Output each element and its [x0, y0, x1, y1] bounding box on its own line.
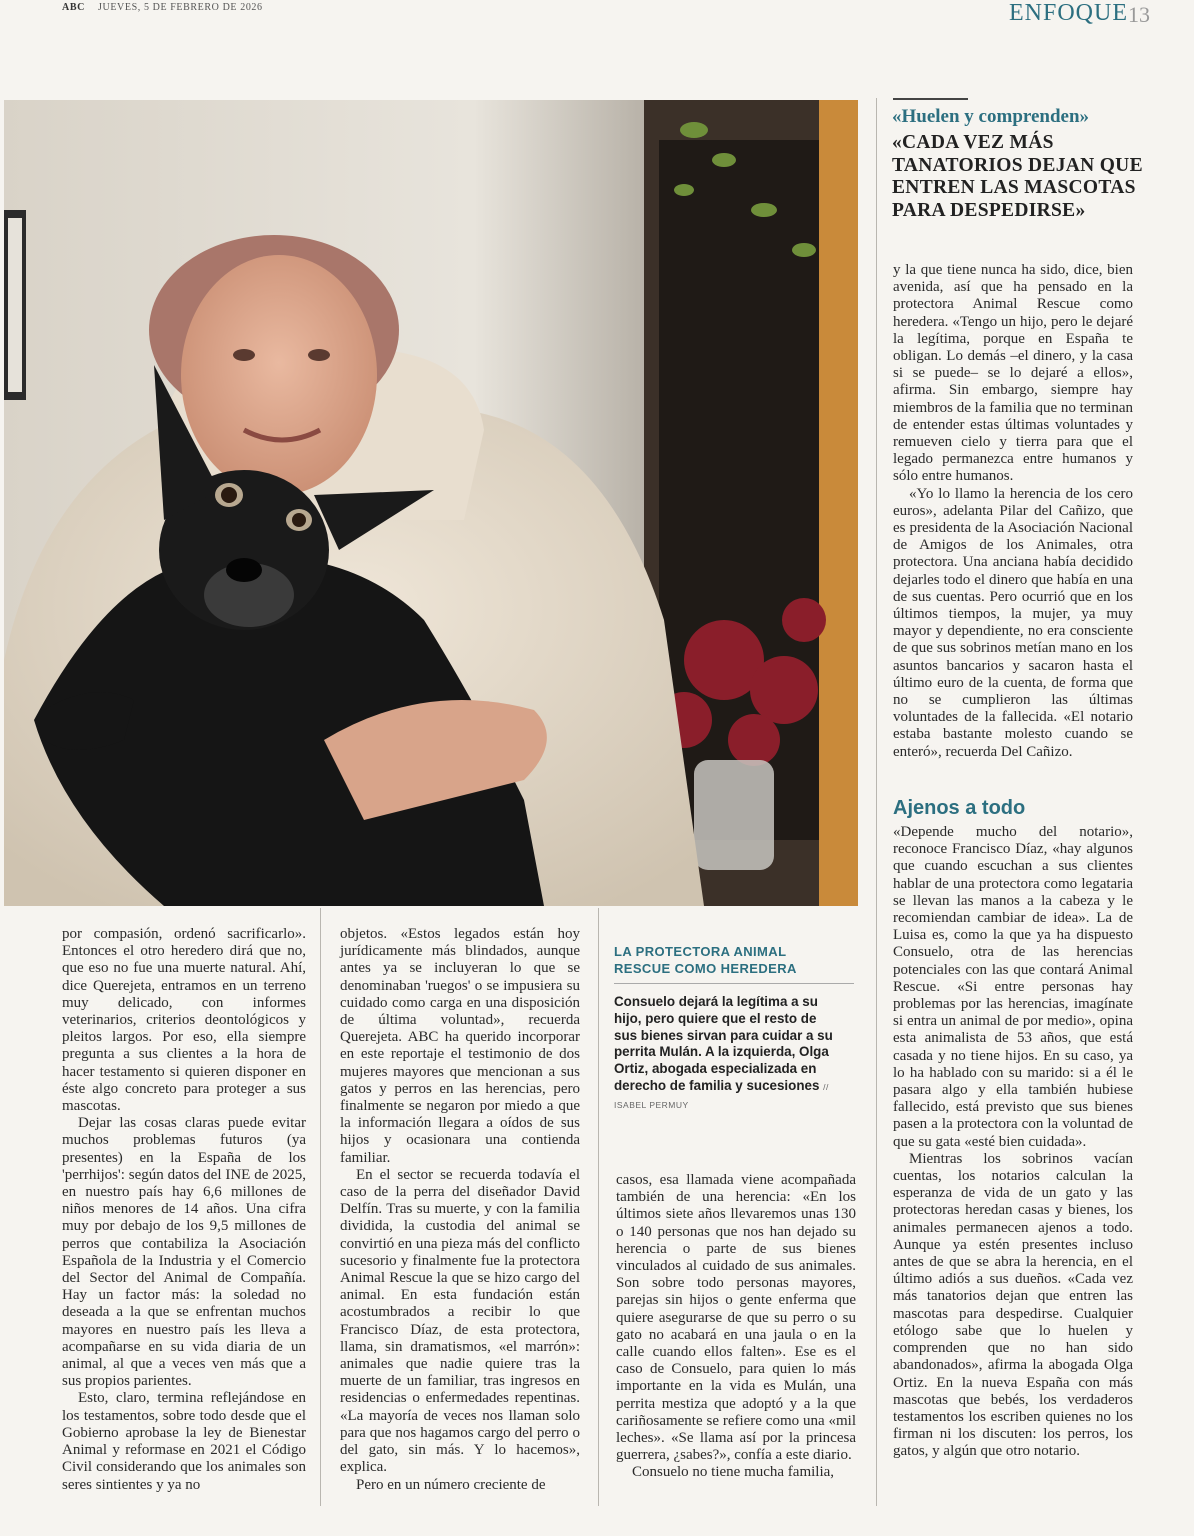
- caption-title: LA PROTECTORA ANIMAL RESCUE COMO HEREDERA: [614, 944, 797, 976]
- pull-quote-kicker: «Huelen y comprenden»: [892, 106, 1090, 127]
- section-subhead: Ajenos a todo: [893, 797, 1026, 819]
- paragraph: Esto, claro, termina reflejándose en los testamentos, sobre todo desde que el Gobierno aprobase la ley de Bienestar Animal y reformase en 2021 el Código Civil considerando que los animales son seres sintientes y ya no: [62, 1390, 306, 1493]
- section-title: ENFOQUE: [1009, 0, 1128, 26]
- caption-rule: [614, 983, 854, 984]
- paragraph: casos, esa llamada viene acompañada también de una herencia: «En los últimos siete años llevaremos unas 130 o 140 personas que nos han dejado su herencia o parte de sus bienes vinculados al cuidado de sus animales. Son sobre todo personas mayores, parejas sin hijos o gente enferma que quiere asegurarse de que su perro o su gato no acabará en una jaula o en la calle cuando ellos falten». Ese es el caso de Consuelo, para quien lo más importante en la vida es Mulán, una perrita mestiza que adoptó y a la que cariñosamente se refiere como una «mil leches». «Se llama así por la princesa guerrera, ¿sabes?», confía a este diario.: [616, 1172, 856, 1464]
- pull-quote: «CADA VEZ MÁS TANATORIOS DEJAN QUE ENTREN LAS MASCOTAS PARA DESPEDIRSE»: [892, 132, 1143, 221]
- paragraph: En el sector se recuerda todavía el caso de la perra del diseñador David Delfín. Tras su muerte, y con la familia dividida, la custodia del animal se convirtió en una pieza más del conflicto sucesorio y finalmente fue la protectora Animal Rescue la que se hizo cargo del animal. En esta fundación están acostumbrados a recibir lo que Francisco Díaz, de esta protectora, llama, sin dramatismos, «el marrón»: animales que nadie quiere tras la muerte de un familiar, tras ingresos en residencias o enfermedades repentinas. «La mayoría de veces nos llaman solo para que nos hagamos cargo del perro o del gato, sin más. Y lo hacemos», explica.: [340, 1166, 580, 1476]
- column-divider: [320, 908, 321, 1506]
- paragraph: Dejar las cosas claras puede evitar muchos problemas futuros (ya presentes) en la España de los 'perrhijos': según datos del INE de 2025, en nuestro país hay 6,6 millones de niños menores de 14 años. Una cifra muy por debajo de los 9,5 millones de perros que contabiliza la Asociación Española de la Industria y el Comercio del Sector del Animal de Compañía. Hay un factor más: la soledad no deseada a la que se enfrentan muchos mayores en nuestro país les lleva a acompañarse en su vida diaria de un animal, al que a veces ven más que a sus propios parientes.: [62, 1115, 306, 1390]
- paragraph: y la que tiene nunca ha sido, dice, bien avenida, así que ha pensado en la protectora Animal Rescue como heredera. «Tengo un hijo, pero le dejaré la legítima, porque en España te obligan. Lo demás –el dinero, y la casa si se puede– se lo dejaré a ellos», afirma. Sin embargo, siempre hay miembros de la familia que no terminan de entender estas últimas voluntades y remueven cielo y tierra para que el legado permanezca entre humanos y sólo entre humanos.: [893, 262, 1133, 485]
- paragraph: objetos. «Estos legados están hoy jurídicamente más blindados, aunque antes ya se incluyeran lo que se denominaban 'ruegos' o se impusiera su cuidado como carga en una disposición de última voluntad», recuerda Querejeta. ABC ha querido incorporar en este reportaje el testimonio de dos mujeres mayores que mencionan a sus gatos y perros en las herencias, pero finalmente se negaron por miedo a que la información llegara a oídos de sus hijos y ocasionara una contienda familiar.: [340, 926, 580, 1166]
- article-column-4-bottom: [893, 824, 1133, 1461]
- article-column-4-top: [893, 262, 1133, 761]
- issue-date: JUEVES, 5 DE FEBRERO DE 2026: [98, 2, 263, 13]
- paragraph: por compasión, ordenó sacrificarlo». Entonces el otro heredero dirá que no, que eso no fue una muerte natural. Ahí, dice Querejeta, entramos en un terreno muy delicado, con informes veterinarios, criterios deontológicos y pleitos largos. Por eso, ella siempre pregunta a sus clientes a la hora de hacer testamento si quieren disponer en éste algo concreto para proteger a sus mascotas.: [62, 926, 306, 1115]
- paragraph: «Depende mucho del notario», reconoce Francisco Díaz, «hay algunos que cuando escuchan a sus clientes hablar de una protectora como legataria se llevan las manos a la cabeza y le recomiendan cambiar de idea». La de Luisa es, como la que ya ha dispuesto Consuelo, otra de las herencias potenciales con las que contará Animal Rescue. «Si entre personas hay problemas por las herencias, imagínate si entra un animal de por medio», opina esta animalista de 53 años, que está casada y no tiene hijos. En su caso, ya lo ha hablado con su marido: si a él le pasara algo y ella también hubiese fallecido, está previsto que sus bienes pasen a la protectora con la voluntad de que su gata «esté bien cuidada».: [893, 824, 1133, 1150]
- brand-name: ABC: [62, 2, 85, 13]
- photo-woman-with-dog: [4, 100, 858, 906]
- photo-caption: [614, 994, 834, 1114]
- column-divider: [876, 98, 877, 1506]
- article-column-1: [62, 926, 306, 1494]
- article-photo: [4, 100, 858, 906]
- column-divider: [598, 908, 599, 1506]
- caption-text: Consuelo dejará la legítima a su hijo, pero quiere que el resto de sus bienes sirvan para cuidar a su perrita Mulán. A la izquierda, Olga Ortiz, abogada especializada en derecho de familia y sucesiones: [614, 994, 833, 1093]
- sidebar-rule: [893, 98, 968, 100]
- paragraph: Consuelo no tiene mucha familia,: [632, 1464, 835, 1481]
- paragraph: Mientras los sobrinos vacían cuentas, los notarios calculan la esperanza de vida de un gato y las protectoras heredan casas y bienes, los animales permanecen ajenos a todo. Aunque ya estén presentes incluso antes de que se abra la herencia, en el último adiós a sus dueños. «Cada vez más tanatorios dejan que entren las mascotas para despedirse. Cualquier etólogo sabe que lo huelen y comprenden que no han sido abandonados», afirma la abogada Olga Ortiz. En la nueva España con más mascotas que bebés, los verdaderos testamentos los escriben quienes no los firman ni los discuten: los perros, los gatos, y algún que otro notario.: [893, 1150, 1133, 1460]
- masthead: [62, 2, 263, 13]
- page-number: 13: [1128, 2, 1150, 27]
- article-column-2: [340, 926, 580, 1494]
- paragraph: Pero en un número creciente de: [356, 1476, 546, 1493]
- paragraph: «Yo lo llamo la herencia de los cero euros», adelanta Pilar del Cañizo, que es presidenta de la Asociación Nacional de Amigos de los Animales, otra protectora. Una anciana había decidido dejarles todo el dinero que había en una de sus cuentas. Pero ocurrió que en los últimos tiempos, la mujer, ya muy mayor y dependiente, no era consciente de que sus sobrinos metían mano en los asuntos bancarios y sacaron hasta el último euro de la cuenta, de forma que no se cumplieron las últimas voluntades de la fallecida. «El notario estaba bastante molesto cuando se enteró», recuerda Del Cañizo.: [893, 485, 1133, 760]
- article-column-3: [616, 1172, 856, 1482]
- photo-credit: // ISABEL PERMUY: [614, 1081, 829, 1110]
